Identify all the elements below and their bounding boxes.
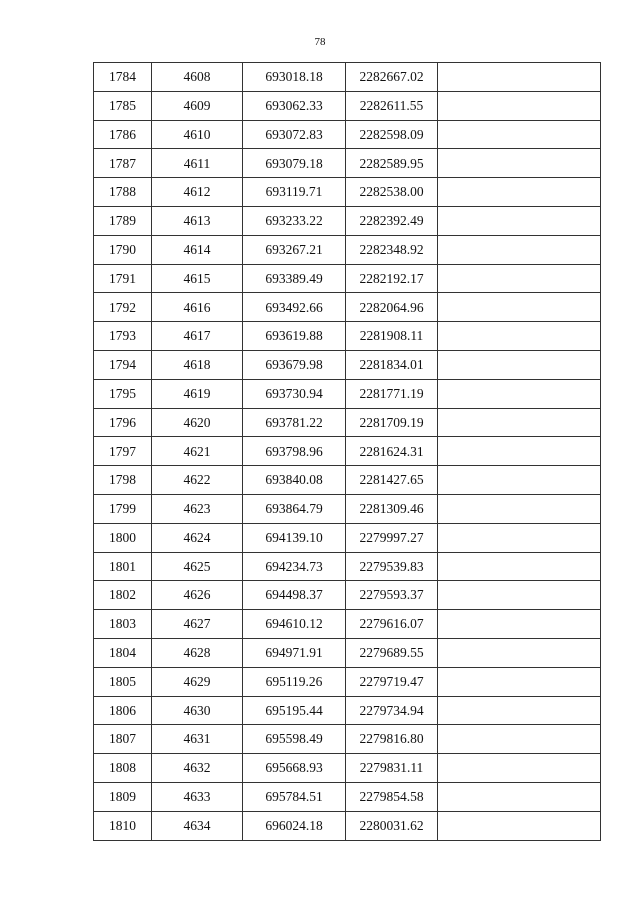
index-cell: 1801: [94, 552, 152, 581]
point-id-cell: 4621: [152, 437, 243, 466]
notes-cell: [438, 293, 601, 322]
x-coordinate-cell: 694610.12: [243, 610, 346, 639]
index-cell: 1784: [94, 63, 152, 92]
table-row: [94, 63, 601, 92]
y-coordinate-cell: 2281309.46: [346, 494, 438, 523]
notes-cell: [438, 178, 601, 207]
table-row: [94, 581, 601, 610]
table-row: [94, 811, 601, 840]
table-row: [94, 494, 601, 523]
coordinates-table: [93, 62, 601, 841]
x-coordinate-cell: 693062.33: [243, 91, 346, 120]
notes-cell: [438, 350, 601, 379]
y-coordinate-cell: 2282538.00: [346, 178, 438, 207]
notes-cell: [438, 437, 601, 466]
index-cell: 1788: [94, 178, 152, 207]
point-id-cell: 4634: [152, 811, 243, 840]
notes-cell: [438, 149, 601, 178]
table-row: [94, 754, 601, 783]
x-coordinate-cell: 693018.18: [243, 63, 346, 92]
point-id-cell: 4615: [152, 264, 243, 293]
notes-cell: [438, 63, 601, 92]
point-id-cell: 4632: [152, 754, 243, 783]
index-cell: 1802: [94, 581, 152, 610]
table-row: [94, 120, 601, 149]
index-cell: 1799: [94, 494, 152, 523]
x-coordinate-cell: 695668.93: [243, 754, 346, 783]
point-id-cell: 4629: [152, 667, 243, 696]
point-id-cell: 4627: [152, 610, 243, 639]
notes-cell: [438, 408, 601, 437]
index-cell: 1791: [94, 264, 152, 293]
table-row: [94, 667, 601, 696]
x-coordinate-cell: 693781.22: [243, 408, 346, 437]
y-coordinate-cell: 2281771.19: [346, 379, 438, 408]
notes-cell: [438, 696, 601, 725]
index-cell: 1792: [94, 293, 152, 322]
y-coordinate-cell: 2279719.47: [346, 667, 438, 696]
y-coordinate-cell: 2281709.19: [346, 408, 438, 437]
y-coordinate-cell: 2279689.55: [346, 638, 438, 667]
y-coordinate-cell: 2282392.49: [346, 206, 438, 235]
y-coordinate-cell: 2282611.55: [346, 91, 438, 120]
x-coordinate-cell: 695195.44: [243, 696, 346, 725]
index-cell: 1795: [94, 379, 152, 408]
y-coordinate-cell: 2282589.95: [346, 149, 438, 178]
x-coordinate-cell: 696024.18: [243, 811, 346, 840]
point-id-cell: 4620: [152, 408, 243, 437]
point-id-cell: 4608: [152, 63, 243, 92]
x-coordinate-cell: 693730.94: [243, 379, 346, 408]
notes-cell: [438, 782, 601, 811]
table-row: [94, 408, 601, 437]
y-coordinate-cell: 2279997.27: [346, 523, 438, 552]
x-coordinate-cell: 693079.18: [243, 149, 346, 178]
point-id-cell: 4614: [152, 235, 243, 264]
y-coordinate-cell: 2279854.58: [346, 782, 438, 811]
table-row: [94, 206, 601, 235]
y-coordinate-cell: 2282598.09: [346, 120, 438, 149]
x-coordinate-cell: 695784.51: [243, 782, 346, 811]
index-cell: 1803: [94, 610, 152, 639]
y-coordinate-cell: 2282667.02: [346, 63, 438, 92]
table-row: [94, 264, 601, 293]
point-id-cell: 4610: [152, 120, 243, 149]
x-coordinate-cell: 693864.79: [243, 494, 346, 523]
x-coordinate-cell: 693619.88: [243, 322, 346, 351]
point-id-cell: 4616: [152, 293, 243, 322]
y-coordinate-cell: 2281427.65: [346, 466, 438, 495]
x-coordinate-cell: 693267.21: [243, 235, 346, 264]
x-coordinate-cell: 693389.49: [243, 264, 346, 293]
index-cell: 1796: [94, 408, 152, 437]
notes-cell: [438, 494, 601, 523]
x-coordinate-cell: 693679.98: [243, 350, 346, 379]
index-cell: 1810: [94, 811, 152, 840]
index-cell: 1800: [94, 523, 152, 552]
index-cell: 1798: [94, 466, 152, 495]
index-cell: 1809: [94, 782, 152, 811]
table-row: [94, 696, 601, 725]
notes-cell: [438, 322, 601, 351]
table-row: [94, 523, 601, 552]
point-id-cell: 4618: [152, 350, 243, 379]
point-id-cell: 4623: [152, 494, 243, 523]
notes-cell: [438, 811, 601, 840]
page-number: 78: [314, 36, 326, 48]
x-coordinate-cell: 693492.66: [243, 293, 346, 322]
y-coordinate-cell: 2282192.17: [346, 264, 438, 293]
point-id-cell: 4617: [152, 322, 243, 351]
notes-cell: [438, 667, 601, 696]
x-coordinate-cell: 693798.96: [243, 437, 346, 466]
table-body: [94, 63, 601, 841]
index-cell: 1804: [94, 638, 152, 667]
point-id-cell: 4609: [152, 91, 243, 120]
table-row: [94, 725, 601, 754]
index-cell: 1807: [94, 725, 152, 754]
point-id-cell: 4625: [152, 552, 243, 581]
x-coordinate-cell: 694234.73: [243, 552, 346, 581]
point-id-cell: 4619: [152, 379, 243, 408]
point-id-cell: 4613: [152, 206, 243, 235]
index-cell: 1790: [94, 235, 152, 264]
x-coordinate-cell: 695119.26: [243, 667, 346, 696]
index-cell: 1793: [94, 322, 152, 351]
x-coordinate-cell: 693119.71: [243, 178, 346, 207]
x-coordinate-cell: 694971.91: [243, 638, 346, 667]
notes-cell: [438, 552, 601, 581]
y-coordinate-cell: 2282064.96: [346, 293, 438, 322]
x-coordinate-cell: 693233.22: [243, 206, 346, 235]
point-id-cell: 4633: [152, 782, 243, 811]
notes-cell: [438, 638, 601, 667]
x-coordinate-cell: 693840.08: [243, 466, 346, 495]
table-row: [94, 149, 601, 178]
point-id-cell: 4612: [152, 178, 243, 207]
point-id-cell: 4624: [152, 523, 243, 552]
notes-cell: [438, 610, 601, 639]
index-cell: 1806: [94, 696, 152, 725]
point-id-cell: 4622: [152, 466, 243, 495]
index-cell: 1808: [94, 754, 152, 783]
y-coordinate-cell: 2281834.01: [346, 350, 438, 379]
table-row: [94, 350, 601, 379]
y-coordinate-cell: 2281624.31: [346, 437, 438, 466]
table-row: [94, 379, 601, 408]
table-row: [94, 437, 601, 466]
point-id-cell: 4626: [152, 581, 243, 610]
index-cell: 1794: [94, 350, 152, 379]
table-row: [94, 782, 601, 811]
point-id-cell: 4630: [152, 696, 243, 725]
notes-cell: [438, 379, 601, 408]
point-id-cell: 4631: [152, 725, 243, 754]
notes-cell: [438, 754, 601, 783]
notes-cell: [438, 725, 601, 754]
table-row: [94, 178, 601, 207]
notes-cell: [438, 91, 601, 120]
table-row: [94, 293, 601, 322]
table-row: [94, 638, 601, 667]
y-coordinate-cell: 2279593.37: [346, 581, 438, 610]
table-row: [94, 466, 601, 495]
y-coordinate-cell: 2279616.07: [346, 610, 438, 639]
table-row: [94, 91, 601, 120]
notes-cell: [438, 581, 601, 610]
y-coordinate-cell: 2279816.80: [346, 725, 438, 754]
x-coordinate-cell: 694139.10: [243, 523, 346, 552]
notes-cell: [438, 466, 601, 495]
notes-cell: [438, 120, 601, 149]
y-coordinate-cell: 2279539.83: [346, 552, 438, 581]
y-coordinate-cell: 2280031.62: [346, 811, 438, 840]
point-id-cell: 4611: [152, 149, 243, 178]
x-coordinate-cell: 693072.83: [243, 120, 346, 149]
x-coordinate-cell: 695598.49: [243, 725, 346, 754]
index-cell: 1797: [94, 437, 152, 466]
point-id-cell: 4628: [152, 638, 243, 667]
notes-cell: [438, 523, 601, 552]
index-cell: 1785: [94, 91, 152, 120]
table-row: [94, 235, 601, 264]
x-coordinate-cell: 694498.37: [243, 581, 346, 610]
notes-cell: [438, 235, 601, 264]
table-row: [94, 552, 601, 581]
y-coordinate-cell: 2281908.11: [346, 322, 438, 351]
y-coordinate-cell: 2282348.92: [346, 235, 438, 264]
index-cell: 1805: [94, 667, 152, 696]
table-row: [94, 610, 601, 639]
y-coordinate-cell: 2279734.94: [346, 696, 438, 725]
notes-cell: [438, 206, 601, 235]
index-cell: 1789: [94, 206, 152, 235]
notes-cell: [438, 264, 601, 293]
index-cell: 1787: [94, 149, 152, 178]
y-coordinate-cell: 2279831.11: [346, 754, 438, 783]
table-row: [94, 322, 601, 351]
index-cell: 1786: [94, 120, 152, 149]
